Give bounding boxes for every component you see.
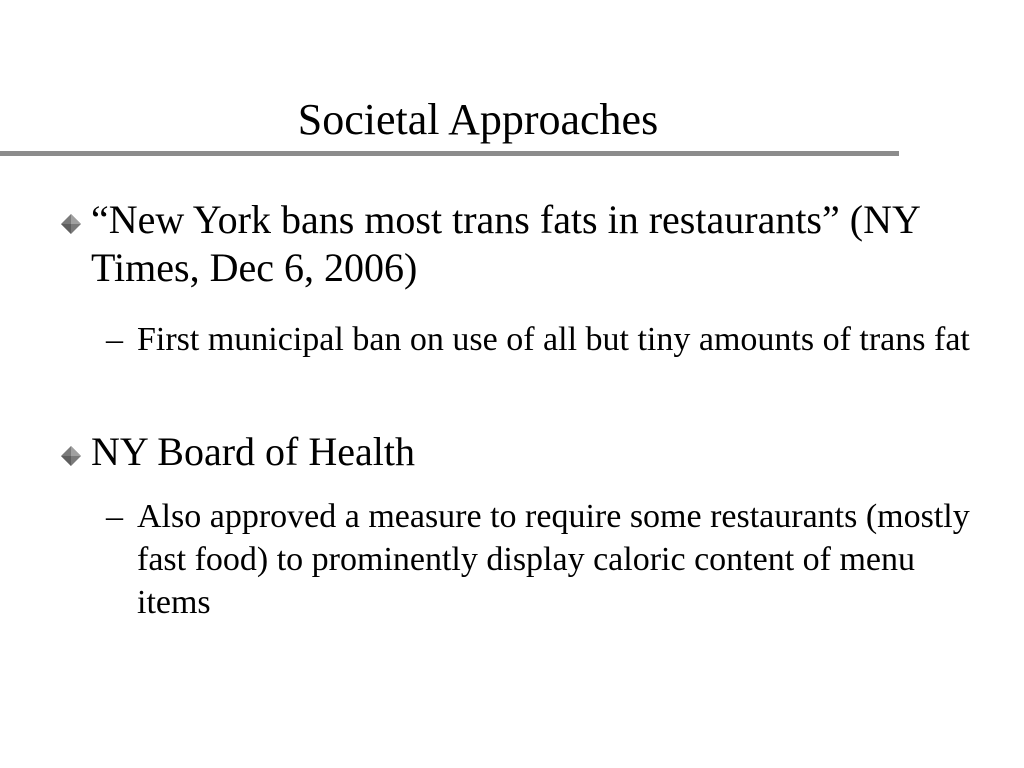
dash-marker: –	[106, 321, 123, 358]
bullet-item-ny-trans-fat-ban	[91, 196, 991, 292]
diamond-bullet-icon	[60, 213, 82, 235]
bullet-text: NY Board of Health	[91, 429, 415, 474]
sub-bullet-text: Also approved a measure to require some restaurants (mostly fast food) to prominently display caloric content of menu items	[137, 498, 970, 621]
sub-bullet-text: First municipal ban on use of all but tiny amounts of trans fat	[137, 321, 970, 358]
diamond-bullet-icon	[60, 445, 82, 467]
slide-title: Societal Approaches	[297, 95, 659, 144]
bullet-text: “New York bans most trans fats in restaurants” (NY Times, Dec 6, 2006)	[91, 197, 920, 290]
sub-bullet-caloric-content-measure	[106, 495, 997, 624]
dash-marker: –	[106, 498, 123, 535]
bullet-item-ny-board-of-health	[91, 428, 991, 476]
sub-bullet-first-municipal-ban	[106, 318, 997, 361]
